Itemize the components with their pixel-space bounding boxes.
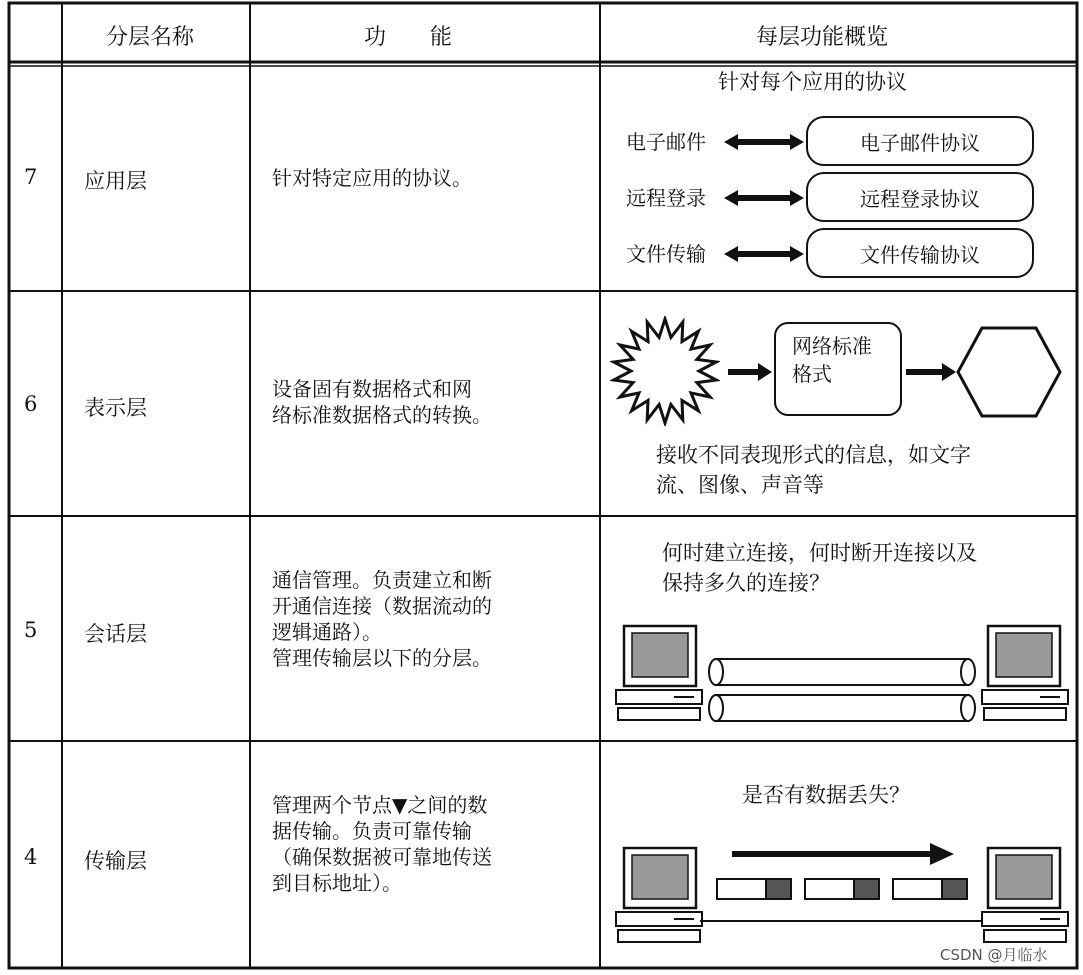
data-packet-icon xyxy=(804,878,882,902)
layer-name: 传输层 xyxy=(84,849,147,873)
app-overview-title: 针对每个应用的协议 xyxy=(718,70,907,94)
right-arrow-icon xyxy=(728,362,772,382)
header-function: 功 能 xyxy=(364,25,453,50)
network-standard-format-box: 网络标准 格式 xyxy=(774,322,902,416)
computer-icon xyxy=(980,846,1070,946)
computer-icon xyxy=(614,624,704,724)
starburst-icon xyxy=(610,316,720,426)
computer-icon xyxy=(614,846,704,946)
header-layer-name: 分层名称 xyxy=(106,25,195,50)
pipe-icon xyxy=(708,656,978,690)
right-arrow-icon xyxy=(732,842,954,866)
computer-icon xyxy=(980,624,1070,724)
layer-function: 针对特定应用的协议。 xyxy=(272,166,472,190)
layer-name: 会话层 xyxy=(84,622,147,646)
protocol-box: 文件传输协议 xyxy=(806,228,1034,278)
app-row-label: 电子邮件 xyxy=(626,130,706,154)
layer-number: 4 xyxy=(24,845,38,869)
connection-line xyxy=(700,918,1000,924)
transport-note: 是否有数据丢失？ xyxy=(742,783,910,807)
bidirectional-arrow-icon xyxy=(724,188,804,208)
layer-function: 管理两个节点▼之间的数 据传输。负责可靠传输 （确保数据被可靠地传送 到目标地址）。 xyxy=(272,793,492,895)
protocol-box: 电子邮件协议 xyxy=(806,116,1034,166)
data-packet-icon xyxy=(892,878,970,902)
protocol-box: 远程登录协议 xyxy=(806,172,1034,222)
presentation-note: 接收不同表现形式的信息，如文字 流、图像、声音等 xyxy=(656,443,971,497)
bidirectional-arrow-icon xyxy=(724,244,804,264)
app-row-label: 文件传输 xyxy=(626,242,706,266)
app-row-label: 远程登录 xyxy=(626,186,706,210)
layer-number: 6 xyxy=(24,392,38,416)
layer-number: 7 xyxy=(24,165,38,189)
header-overview: 每层功能概览 xyxy=(756,25,889,50)
bidirectional-arrow-icon xyxy=(724,132,804,152)
layer-name: 应用层 xyxy=(84,169,147,193)
layer-function: 设备固有数据格式和网 络标准数据格式的转换。 xyxy=(272,377,492,427)
pipe-icon xyxy=(708,692,978,726)
data-packet-icon xyxy=(716,878,794,902)
session-note: 何时建立连接，何时断开连接以及 保持多久的连接？ xyxy=(662,541,977,595)
layer-name: 表示层 xyxy=(84,396,147,420)
watermark: CSDN @月临水 xyxy=(940,946,1048,964)
layer-function: 通信管理。负责建立和断 开通信连接（数据流动的 逻辑通路）。 管理传输层以下的分层。 xyxy=(272,568,492,670)
hexagon-icon xyxy=(956,326,1062,418)
right-arrow-icon xyxy=(906,362,956,382)
layer-number: 5 xyxy=(24,618,38,642)
